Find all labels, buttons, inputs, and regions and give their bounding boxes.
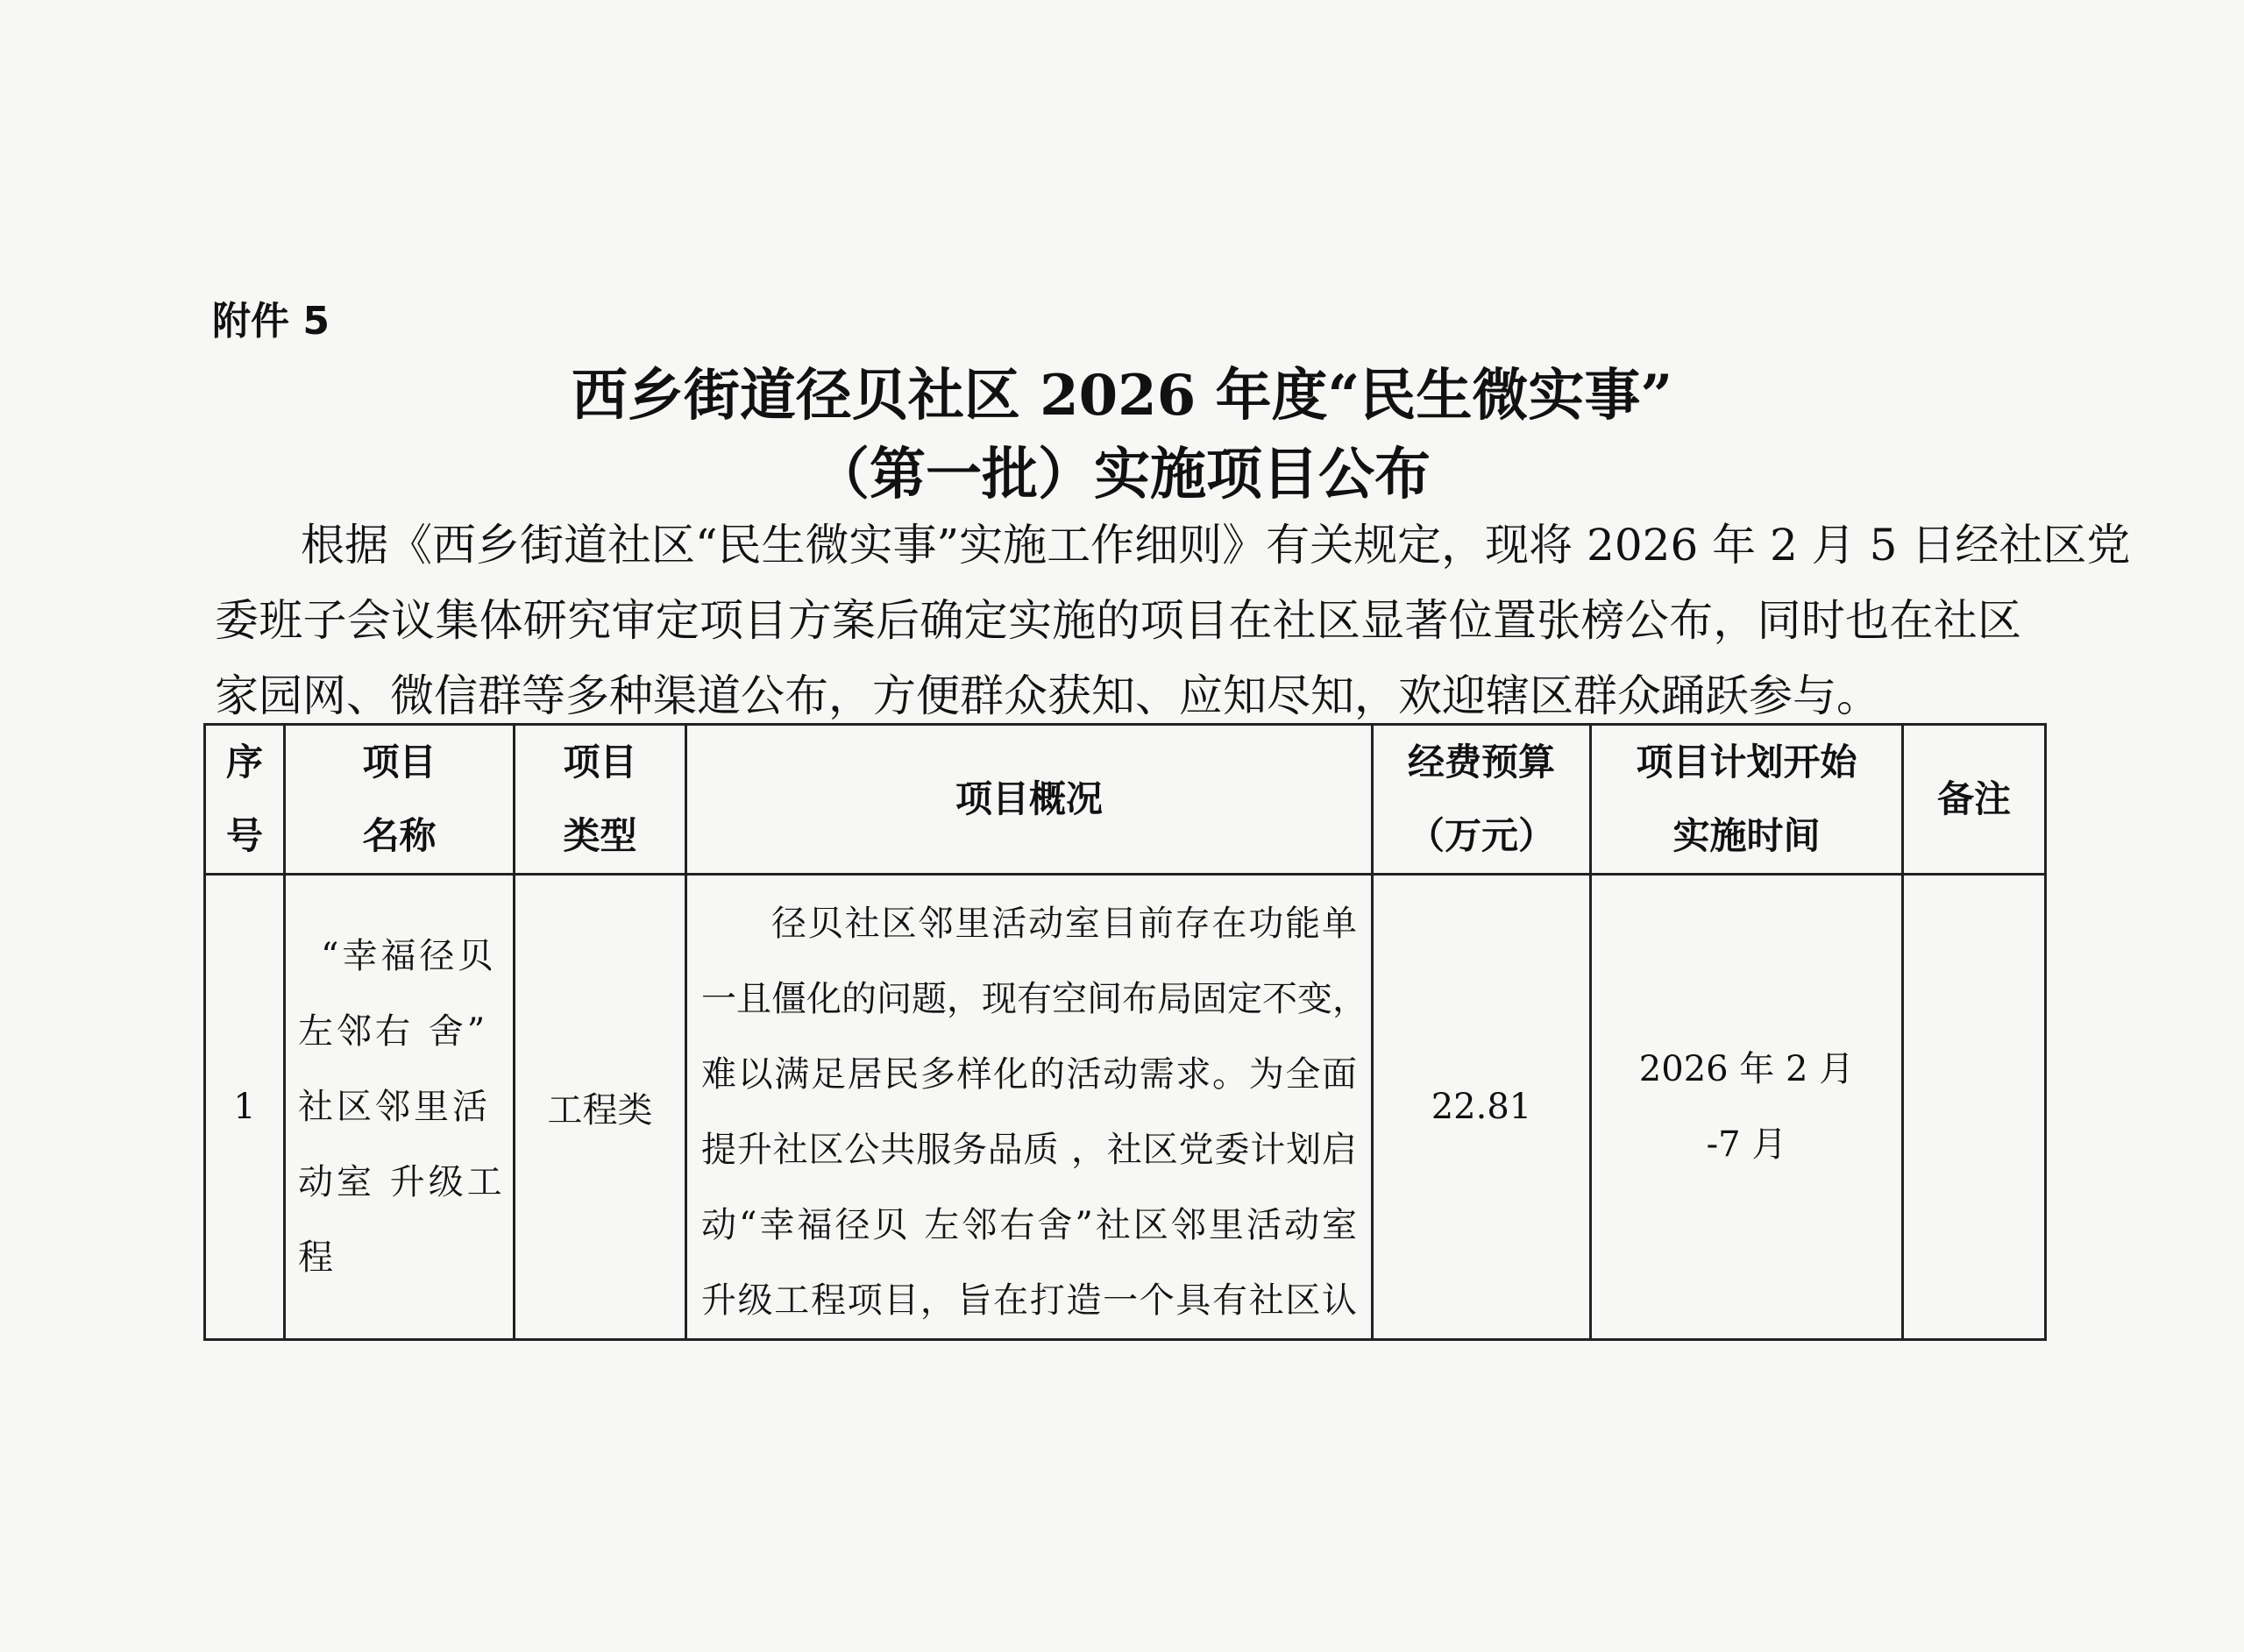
header-start-time: 项目计划开始 实施时间 (1591, 725, 1903, 875)
intro-paragraph-line: 家园网、微信群等多种渠道公布，方便群众获知、应知尽知，欢迎辖区群众踊跃参与。 (215, 670, 1880, 721)
document-title-line2: （第一批）实施项目公布 (813, 442, 1431, 507)
cell-budget: 22.81 (1373, 875, 1591, 1340)
cell-project-type: 工程类 (515, 875, 686, 1340)
cell-index: 1 (205, 875, 285, 1340)
table-row (205, 875, 2046, 1340)
header-remark: 备注 (1903, 725, 2046, 875)
header-budget: 经费预算 （万元） (1373, 725, 1591, 875)
cell-remark (1903, 875, 2046, 1340)
attachment-label: 附件 5 (212, 299, 330, 344)
cell-project-name: “幸福径贝 左邻右 舍” 社区邻里活 动室 升级工 程 (285, 875, 515, 1340)
cell-start-time: 2026 年 2 月 -7 月 (1591, 875, 1903, 1340)
header-name: 项目 名称 (285, 725, 515, 875)
cell-project-summary: 径贝社区邻里活动室目前存在功能单 一且僵化的问题，现有空间布局固定不变， 难以满足居民多样化的活动需求。为全面 提升社区公共服务品质 ，社区党委计划启 动“幸福径贝 左邻右舍”社区邻里活动室 升级工程项目，旨在打造一个具有社区认 (686, 875, 1373, 1340)
intro-paragraph-line: 委班子会议集体研究审定项目方案后确定实施的项目在社区显著位置张榜公布，同时也在社区 (215, 595, 2021, 646)
project-table (203, 723, 2047, 1341)
header-summary: 项目概况 (686, 725, 1373, 875)
header-type: 项目 类型 (515, 725, 686, 875)
table-header-row (205, 725, 2046, 875)
document-title-line1: 西乡街道径贝社区 2026 年度“民生微实事” (571, 363, 1673, 429)
intro-paragraph-line: 根据《西乡街道社区“民生微实事”实施工作细则》有关规定，现将 2026 年 2 月 5 日经社区党 (301, 520, 2131, 571)
header-index: 序 号 (205, 725, 285, 875)
